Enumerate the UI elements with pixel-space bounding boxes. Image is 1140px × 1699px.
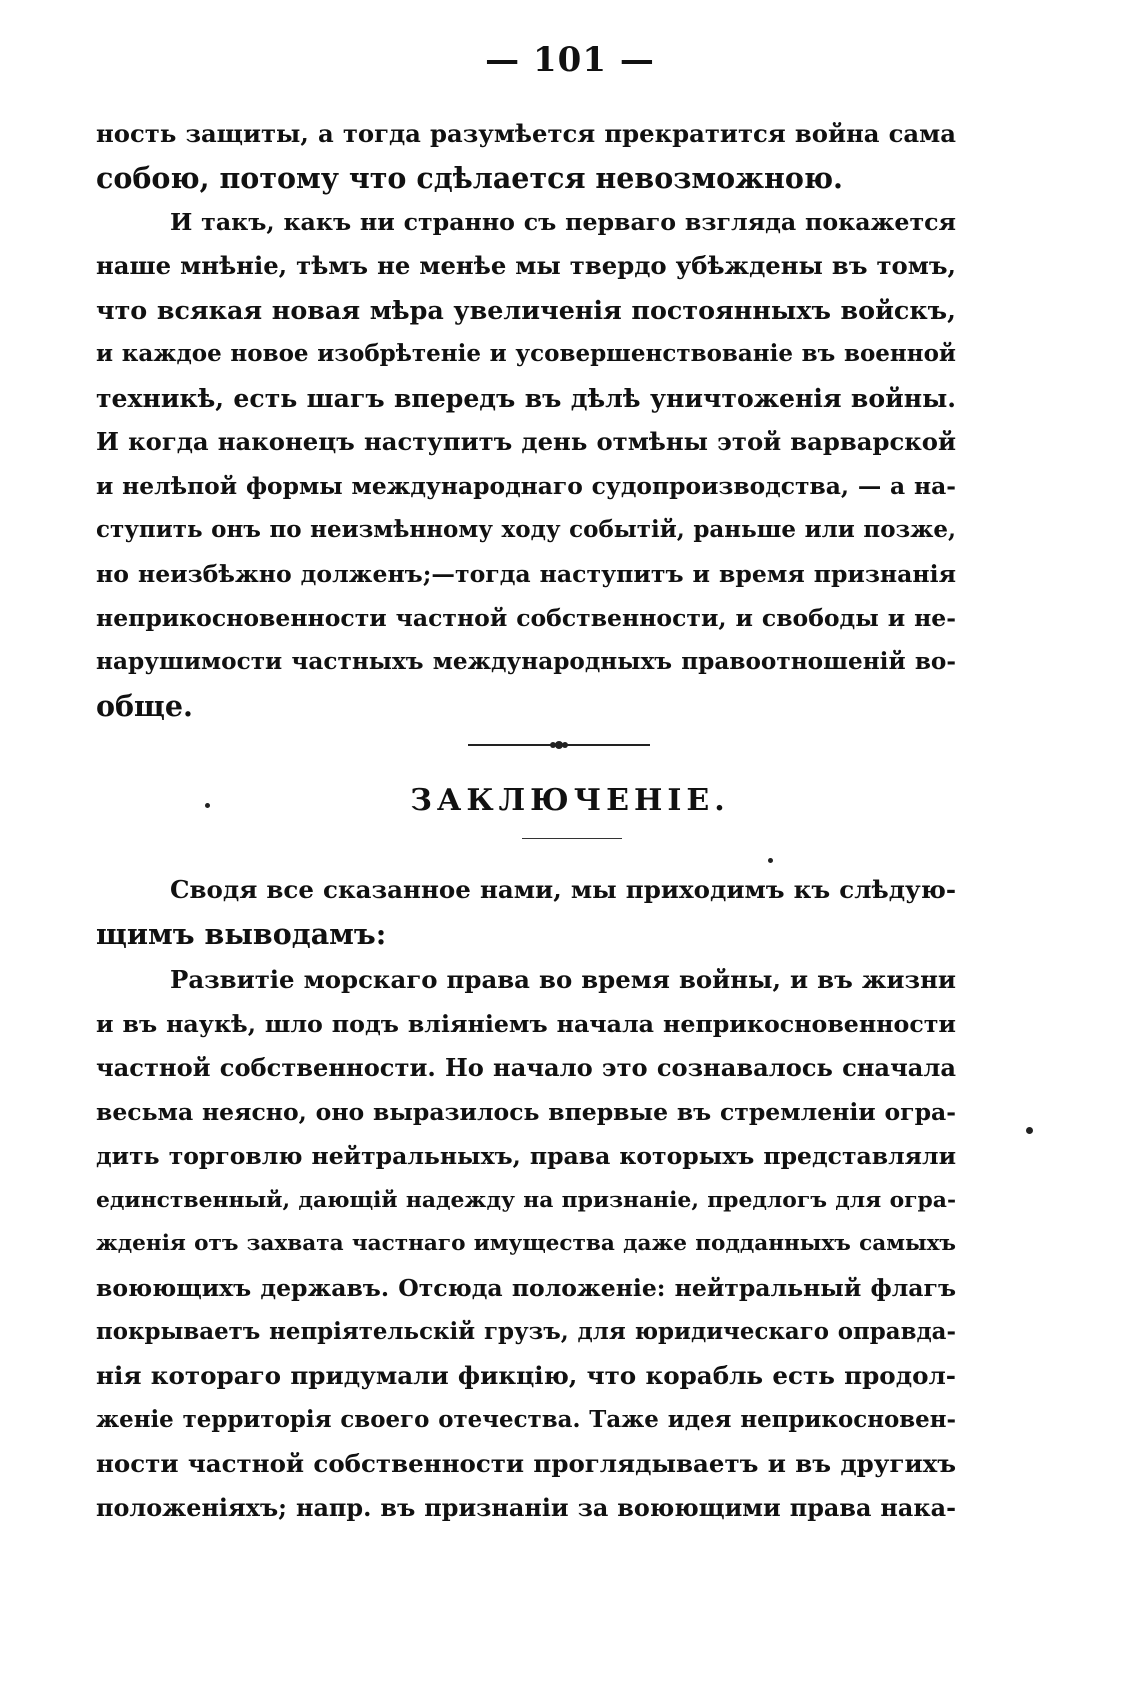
text-line: воюющихъ державъ. Отсюда положеніе: нейтральный флагъ <box>96 1274 956 1302</box>
paragraph-2 <box>96 200 956 728</box>
text-line: нія котораго придумали фикцію, что корабль есть продол- <box>96 1361 956 1390</box>
text-line: и каждое новое изобрѣтеніе и усовершенствованіе въ военной <box>96 340 956 367</box>
text-line: И такъ, какъ ни странно съ перваго взгляда покажется <box>170 208 956 236</box>
page-number-header: — 101 — <box>485 40 655 80</box>
section-divider-ornament <box>0 735 1140 755</box>
text-line: неприкосновенности частной собственности, и свободы и не- <box>96 604 956 632</box>
text-line: наше мнѣніе, тѣмъ не менѣе мы твердо убѣждены въ томъ, <box>96 251 956 280</box>
text-line: нарушимости частныхъ международныхъ правоотношеній во- <box>96 648 956 675</box>
scan-speck <box>768 858 773 863</box>
text-line: Развитіе морскаго права во время войны, и въ жизни <box>170 965 956 994</box>
text-line: ности частной собственности проглядываетъ и въ другихъ <box>96 1449 956 1478</box>
text-line: единственный, дающій надежду на признаніе, предлогъ для огра- <box>96 1187 956 1213</box>
text-line: жденія отъ захвата частнаго имущества даже подданныхъ самыхъ <box>96 1231 956 1256</box>
scan-speck <box>1026 1127 1033 1134</box>
title-underline <box>522 838 622 839</box>
paragraph-top <box>96 112 956 200</box>
text-line: положеніяхъ; напр. въ признаніи за воюющими права нака- <box>96 1494 956 1522</box>
text-line: собою, потому что сдѣлается невозможною. <box>96 161 843 195</box>
paragraph-4 <box>96 958 956 1530</box>
text-line: ность защиты, а тогда разумѣется прекратится война сама <box>96 119 956 148</box>
text-line: ступить онъ по неизмѣнному ходу событій, раньше или позже, <box>96 516 956 543</box>
paragraph-3 <box>96 868 956 956</box>
text-line: но неизбѣжно долженъ;—тогда наступитъ и время признанія <box>96 560 956 588</box>
text-line: весьма неясно, оно выразилось впервые въ стремленіи огра- <box>96 1098 956 1126</box>
text-line: и нелѣпой формы международнаго судопроизводства, — а на- <box>96 472 956 500</box>
text-line: И когда наконецъ наступитъ день отмѣны этой варварской <box>96 427 956 456</box>
scan-speck <box>205 803 210 808</box>
text-line: частной собственности. Но начало это сознавалось сначала <box>96 1053 956 1082</box>
text-line: обще. <box>96 689 193 723</box>
text-line: Сводя все сказанное нами, мы приходимъ къ слѣдую- <box>170 875 956 904</box>
text-line: техникѣ, есть шагъ впередъ въ дѣлѣ уничтоженія войны. <box>96 383 956 413</box>
text-line: щимъ выводамъ: <box>96 917 387 951</box>
section-title: ЗАКЛЮЧЕНІЕ. <box>410 783 730 818</box>
text-line: что всякая новая мѣра увеличенія постоянныхъ войскъ, <box>96 295 956 325</box>
text-line: женіе территорія своего отечества. Таже идея неприкосновен- <box>96 1406 956 1433</box>
text-line: и въ наукѣ, шло подъ вліяніемъ начала неприкосновенности <box>96 1010 956 1038</box>
text-line: дить торговлю нейтральныхъ, права которыхъ представляли <box>96 1142 956 1170</box>
text-line: покрываетъ непріятельскій грузъ, для юридическаго оправда- <box>96 1319 956 1345</box>
